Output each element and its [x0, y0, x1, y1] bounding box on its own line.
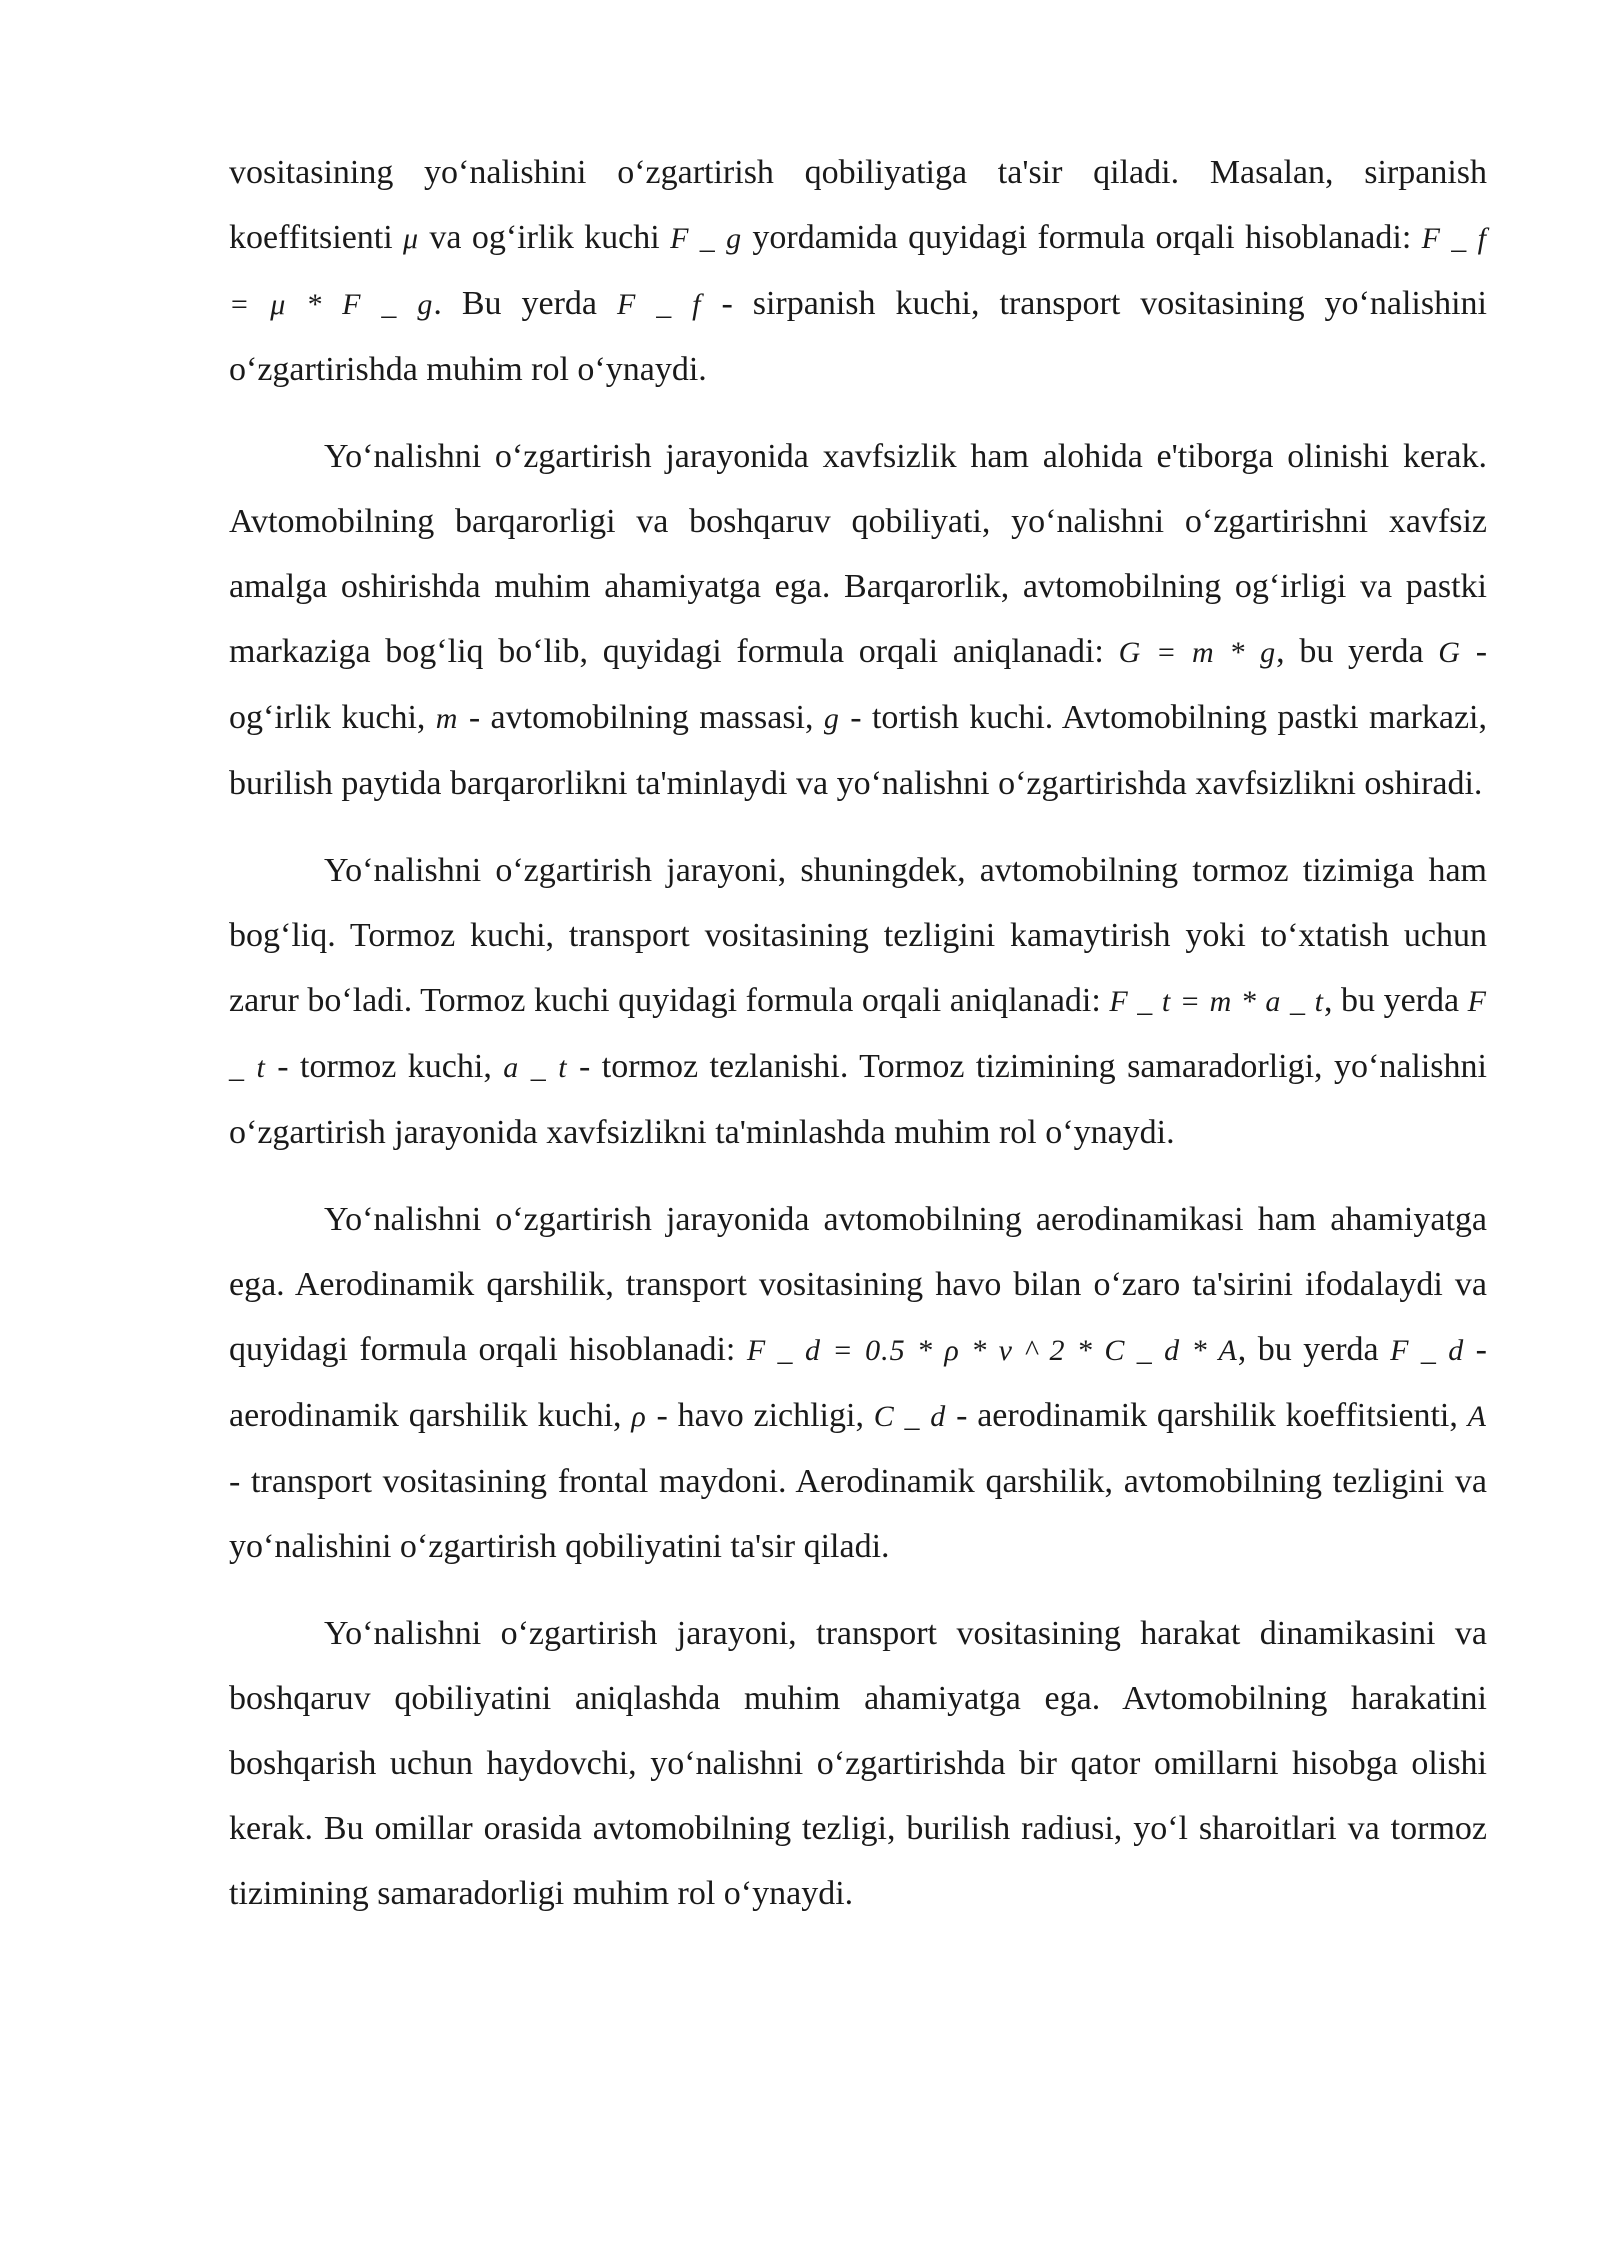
paragraph-text: Yoʻnalishni oʻzgartirish jarayoni, transport vositasining harakat dinamikasini va boshqaruv qobiliyatini aniqlashda muhim ahamiyatga ega. Avtomobilning harakatini boshqarish uchun haydovchi, yoʻnalishni oʻzgartirishda bir qator omillarni hisobga olishi kerak. Bu omillar orasida avtomobilning tezligi, burilish radiusi, yoʻl sharoitlari va tormoz tizimining samaradorligi muhim rol oʻynaydi. — [229, 1615, 1487, 1912]
paragraph-text: Yoʻnalishni oʻzgartirish jarayoni, shuningdek, avtomobilning tormoz tizimiga ham bogʻliq. Tormoz kuchi, transport vositasining tezligini kamaytirish yoki toʻxtatish uchun zarur boʻladi. Tormoz kuchi quyidagi formula orqali aniqlanadi: — [229, 852, 1487, 1019]
paragraph-text: - tormoz kuchi, — [265, 1048, 504, 1085]
paragraph-text: - transport vositasining frontal maydoni. Aerodinamik qarshilik, avtomobilning tezligini va yoʻnalishini oʻzgartirish qobiliyatini ta'sir qiladi. — [229, 1463, 1487, 1565]
paragraph-text: , bu yerda — [1237, 1331, 1391, 1368]
paragraph-text: - aerodinamik qarshilik koeffitsienti, — [946, 1397, 1468, 1434]
formula-text: F _ f — [616, 288, 702, 321]
paragraph-text: vositasining yoʻnalishini oʻzgartirish qobiliyatiga ta'sir qiladi. Masalan, sirpanish koeffitsienti — [229, 154, 1487, 256]
formula-text: F _ f = μ * F _ g — [229, 222, 1487, 321]
paragraph-text: - sirpanish kuchi, transport vositasining yoʻnalishini oʻzgartirishda muhim rol oʻynaydi. — [229, 285, 1487, 388]
formula-text: a _ t — [503, 1051, 568, 1084]
paragraph-text: yordamida quyidagi formula orqali hisoblanadi: — [742, 219, 1422, 256]
paragraph-p3 — [229, 838, 1487, 1165]
paragraph-text: Yoʻnalishni oʻzgartirish jarayonida xavfsizlik ham alohida e'tiborga olinishi kerak. Avtomobilning barqarorligi va boshqaruv qobiliyati, yoʻnalishni oʻzgartirishni xavfsiz amalga oshirishda muhim ahamiyatga ega. Barqarorlik, avtomobilning ogʻirligi va pastki markaziga bogʻliq boʻlib, quyidagi formula orqali aniqlanadi: — [229, 438, 1487, 670]
formula-text: F _ t — [229, 985, 1487, 1084]
paragraph-p1 — [229, 140, 1487, 402]
paragraph-text: - ogʻirlik kuchi, — [229, 633, 1488, 736]
paragraph-text: . Bu yerda — [433, 285, 617, 322]
paragraph-p4 — [229, 1187, 1487, 1579]
paragraph-text: - aerodinamik qarshilik kuchi, — [229, 1331, 1487, 1434]
paragraph-text: - havo zichligi, — [646, 1397, 874, 1434]
formula-text: F _ t = m * a _ t — [1109, 985, 1324, 1018]
paragraph-text: - tormoz tezlanishi. Tormoz tizimining samaradorligi, yoʻnalishni oʻzgartirish jarayonida xavfsizlikni ta'minlashda muhim rol oʻynaydi. — [229, 1048, 1487, 1151]
formula-text: μ — [403, 222, 420, 255]
formula-text: g — [823, 702, 840, 735]
paragraph-text: - avtomobilning massasi, — [458, 699, 824, 736]
formula-text: ρ — [631, 1400, 647, 1433]
formula-text: G — [1438, 636, 1461, 669]
paragraph-text: Yoʻnalishni oʻzgartirish jarayonida avtomobilning aerodinamikasi ham ahamiyatga ega. Aerodinamik qarshilik, transport vositasining havo bilan oʻzaro ta'sirini ifodalaydi va quyidagi formula orqali hisoblanadi: — [229, 1201, 1487, 1368]
formula-text: F _ d — [1390, 1334, 1465, 1367]
formula-text: C _ d — [873, 1400, 947, 1433]
formula-text: m — [435, 702, 459, 735]
paragraph-text: - tortish kuchi. Avtomobilning pastki markazi, burilish paytida barqarorlikni ta'minlaydi va yoʻnalishni oʻzgartirishda xavfsizlikni oshiradi. — [229, 699, 1487, 802]
formula-text: F _ g — [670, 222, 743, 255]
paragraph-p5 — [229, 1601, 1487, 1926]
formula-text: F _ d = 0.5 * ρ * v ^ 2 * C _ d * A — [746, 1334, 1238, 1367]
paragraph-text: , bu yerda — [1323, 982, 1468, 1019]
paragraph-text: va ogʻirlik kuchi — [419, 219, 671, 256]
document-page — [229, 140, 1487, 1948]
paragraph-p2 — [229, 424, 1487, 816]
formula-text: G = m * g — [1118, 636, 1277, 669]
formula-text: A — [1467, 1400, 1487, 1433]
paragraph-text: , bu yerda — [1276, 633, 1439, 670]
